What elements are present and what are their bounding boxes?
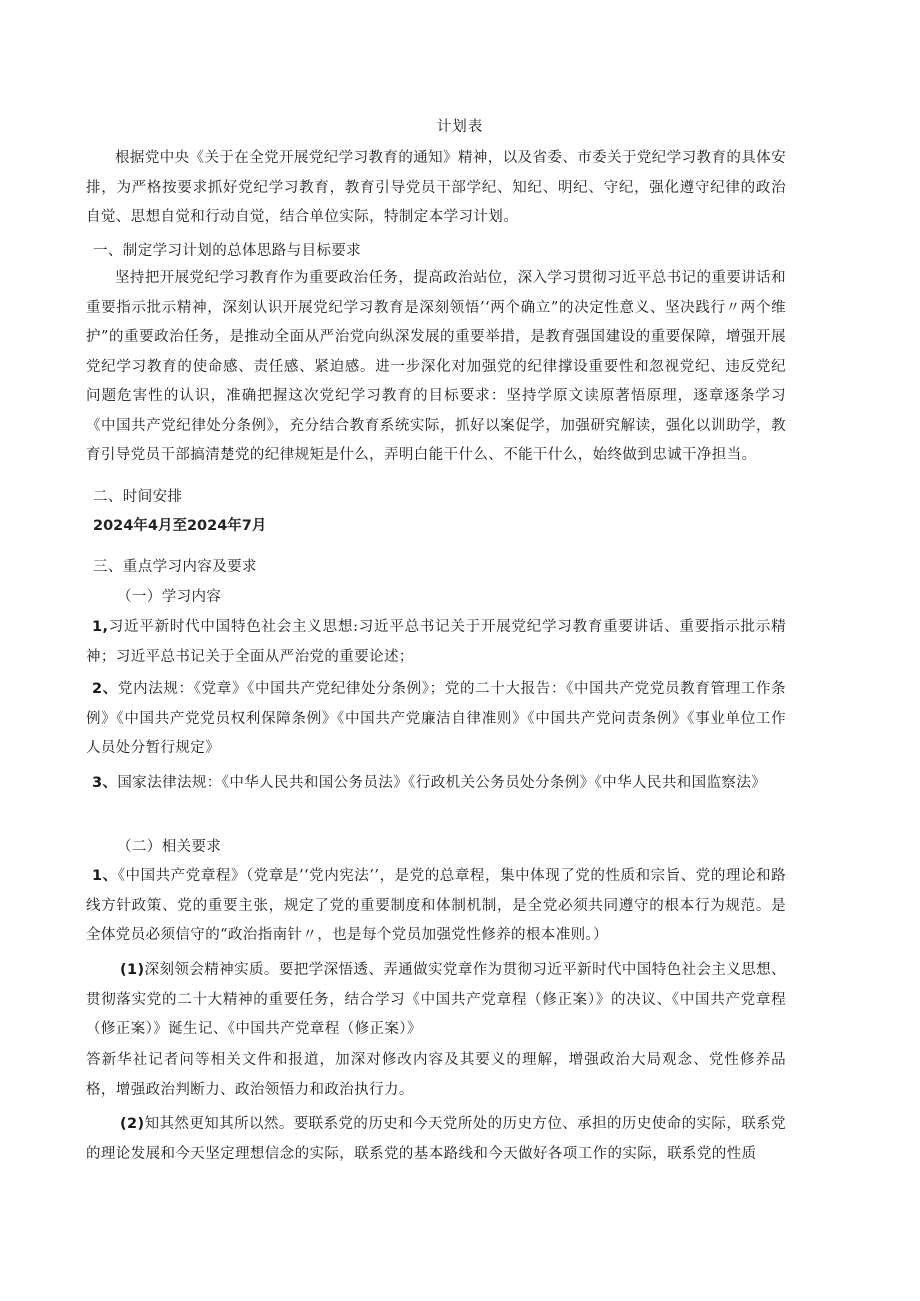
item-number: 2、 [92, 681, 118, 697]
item-text: 国家法律法规：《中华人民共和国公务员法》《行政机关公务员处分条例》《中华人民共和国监察法》 [117, 775, 767, 791]
item-number: (2) [120, 1116, 145, 1132]
item-number: 1, [92, 619, 109, 635]
item-text: 党内法规：《党章》《中国共产党纪律处分条例》；党的二十大报告：《中国共产党党员教育管理工作条例》《中国共产党党员权利保障条例》《中国共产党廉洁自律准则》《中国共产党问责条例》《事业单位工作人员处分暂行规定》 [86, 681, 787, 756]
section-heading-2: 二、时间安排 [93, 489, 183, 505]
page-title: 计划表 [436, 119, 484, 135]
section-heading-1: 一、制定学习计划的总体思路与目标要求 [93, 243, 362, 259]
item-number: (1) [120, 962, 145, 978]
requirement-1-2 [86, 1110, 786, 1169]
subsection-heading-requirements: （二）相关要求 [117, 839, 222, 855]
item-text: 深刻领会精神实质。要把学深悟透、弄通做实党章作为贯彻习近平新时代中国特色社会主义思想、贯彻落实党的二十大精神的重要任务，结合学习《中国共产党章程（修正案）》的决议、《中国共产党章程（修正案）》诞生记、《中国共产党章程（修正案）》 [86, 962, 786, 1037]
section-heading-3: 三、重点学习内容及要求 [93, 559, 257, 575]
content-item-2 [86, 675, 786, 764]
requirement-1-1 [86, 956, 786, 1045]
date-range: 2024年4月至2024年7月 [93, 518, 267, 534]
subsection-heading-content: （一）学习内容 [117, 589, 222, 605]
item-text: 知其然更知其所以然。要联系党的历史和今天党所处的历史方位、承担的历史使命的实际，联系党的理论发展和今天坚定理想信念的实际，联系党的基本路线和今天做好各项工作的实际，联系党的性质 [86, 1116, 786, 1162]
requirement-1-1-continued: 答新华社记者问等相关文件和报道，加深对修改内容及其要义的理解，增强政治大局观念、党性修养品格，增强政治判断力、政治领悟力和政治执行力。 [86, 1052, 786, 1098]
item-number: 3、 [92, 775, 118, 791]
section-1-body: 坚持把开展党纪学习教育作为重要政治任务，提高政治站位，深入学习贯彻习近平总书记的重要讲话和重要指示批示精神，深刻认识开展党纪学习教育是深刻领悟’‘两个确立”的决定性意义、坚决践行〃两个维护”的重要政治任务，是推动全面从严治党向纵深发展的重要举措，是教育强国建设的重要保障，增强开展党纪学习教育的使命感、责任感、紧迫感。进一步深化对加强党的纪律撑设重要性和忽视党纪、违反党纪问题危害性的认识，准确把握这次党纪学习教育的目标要求：坚持学原文读原著悟原理，逐章逐条学习《中国共产党纪律处分条例》，充分结合教育系统实际，抓好以案促学，加强研究解读，强化以训助学，教育引导党员干部搞清楚党的纪律规矩是什么，弄明白能干什么、不能干什么，始终做到忠诚干净担当。 [86, 270, 786, 463]
item-text: 《中国共产党章程》（党章是’‘党内宪法’’，是党的总章程，集中体现了党的性质和宗旨、党的理论和路线方针政策、党的重要主张，规定了党的重要制度和体制机制，是全党必须共同遵守的根本行为规范。是全体党员必须信守的“政治指南针〃，也是每个党员加强党性修养的根本准则。） [86, 868, 787, 943]
item-number: 1、 [92, 868, 118, 884]
intro-paragraph: 根据党中央《关于在全党开展党纪学习教育的通知》精神，以及省委、市委关于党纪学习教育的具体安排，为严格按要求抓好党纪学习教育，教育引导党员干部学纪、知纪、明纪、守纪，强化遵守纪律的政治自觉、思想自觉和行动自觉，结合单位实际，特制定本学习计划。 [86, 150, 786, 225]
content-item-3 [86, 769, 786, 799]
requirement-1 [86, 862, 786, 951]
item-text: 习近平新时代中国特色社会主义思想:习近平总书记关于开展党纪学习教育重要讲话、重要指示批示精神；习近平总书记关于全面从严治党的重要论述； [86, 619, 786, 665]
content-item-1 [86, 613, 786, 672]
